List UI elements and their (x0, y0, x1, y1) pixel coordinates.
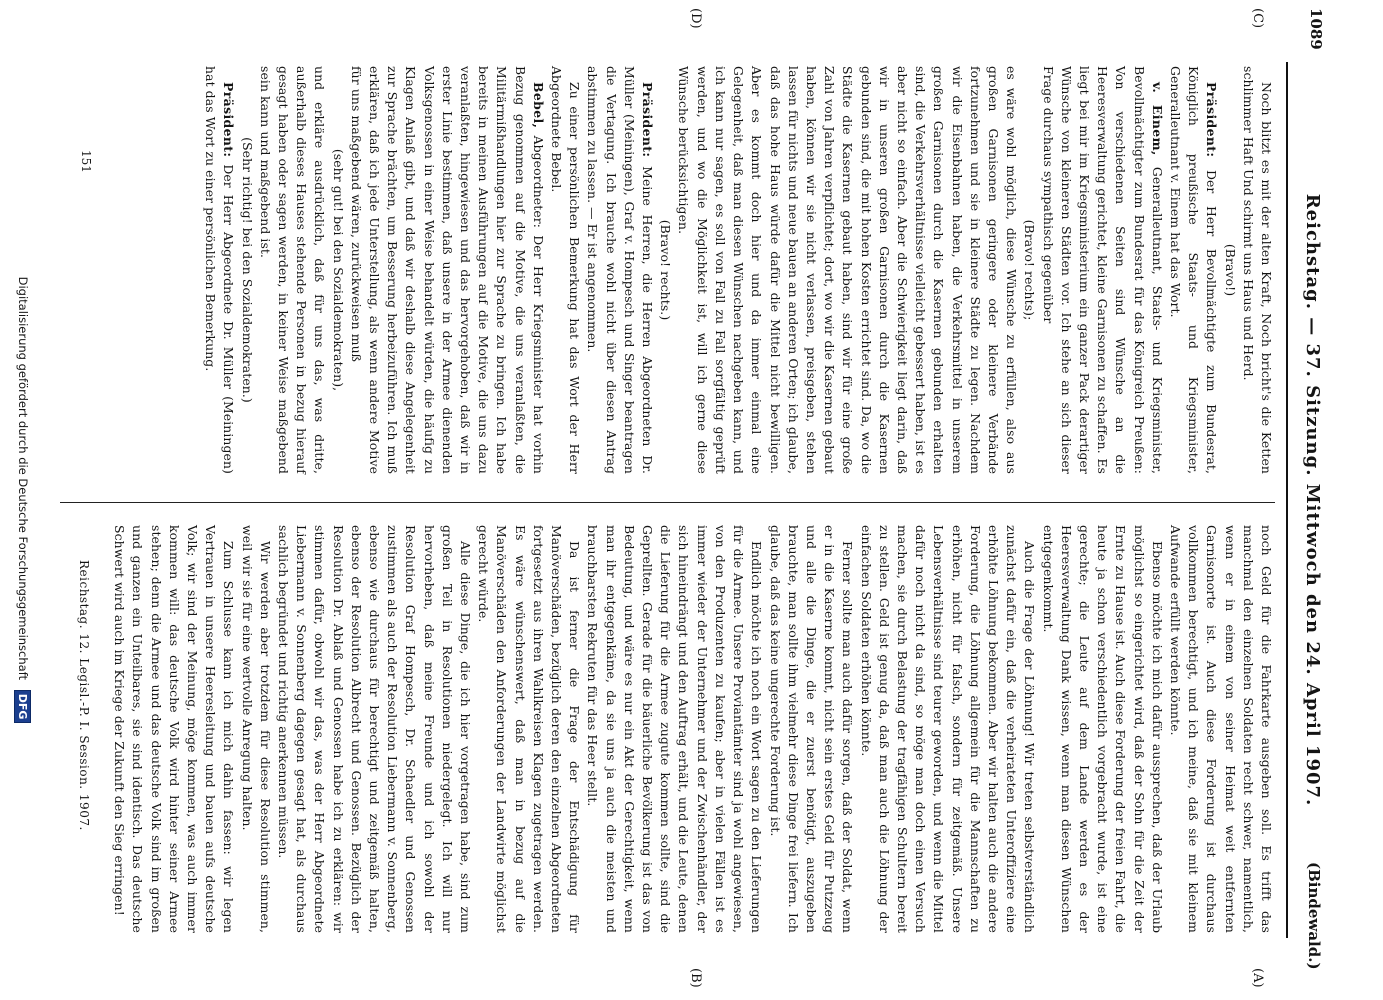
body-paragraph: Wir werden aber trotzdem für diese Resolution stimmen, weil wir sie für eine wertvolle Anregung halten. (239, 525, 273, 933)
footer-publication: Reichstag. 12. Legisl.-P. I. Session. 1907. (77, 560, 91, 831)
body-paragraph: Ebenso möchte ich mich dafür aussprechen, daß der Urlaub möglichst so eingerichtet wird, daß der Sohn für die Zeit der Ernte zu Hause ist. Auch diese Forderung der freien Fahrt, die heute ja schon verschiedentlich vorgebracht wurde, ist eine gerechte; die Leute auf dem Lande werden es der Heeresverwaltung Dank wissen, wenn man diesen Wünschen entgegenkommt. (1040, 525, 1165, 933)
speaker-paragraph (1038, 66, 1165, 474)
margin-letter-d: (D) (688, 8, 703, 29)
dfg-logo: DFG (14, 690, 31, 724)
margin-letter-a: (A) (1250, 968, 1265, 988)
body-paragraph: Zum Schlusse kann ich mich dahin fassen: wir legen Vertrauen in unsere Heeresleitung und bauen aufs deutsche Volk; wir sind der Meinung, möge kommen, was auch immer kommen will: das deutsche Volk wird hinter seiner Armee stehen; denn die Armee und das deutsche Volk sind im großen und ganzen ein Unteilbares, sie sind identisch. Das deutsche Schwert wird auch im Kriege der Zukunft den Sieg erringen! (112, 525, 237, 933)
body-paragraph: Alle diese Dinge, die ich hier vorgetragen habe, sind zum großen Teil in Resolutionen niedergelegt. Ich will nur hervorheben, daß meine Freunde und ich sowohl der Resolution Graf Hompesch, Dr. Schaedler und Genossen zustimmen als auch der Resolution Liebermann v. Sonnenberg, ebenso wie durchaus für berechtigt und zeitgemäß halten, ebenso der Resolution Albrecht und Genossen. Bezüglich der Resolution Dr. Ablaß und Genossen habe ich zu erklären: wir stimmen dafür, obwohl wir das, was der Herr Abgeordnete Liebermann v. Sonnenberg dagegen gesagt hat, als durchaus sachlich begründet und richtig anerkennen müssen. (276, 525, 474, 933)
funding-note (14, 0, 31, 1000)
footer-sheet-number: 151 (79, 150, 93, 173)
body-paragraph: Ferner sollte man auch dafür sorgen, daß der Soldat, wenn er in die Kaserne kommt, nicht sein erstes Geld für Putzzeug und alle die Dinge, die er zuerst benötigt, auszugeben brauchte, man sollte ihm vielmehr diese Dinge frei liefern. Ich glaube, daß das keine ungerechte Forderung ist. (767, 525, 856, 933)
body-paragraph: Da ist ferner die Frage der Entschädigung für Manöverschäden, bezüglich deren den einzelnen Abgeordneten fortgesetzt aus ihren Wahlkreisen Klagen zugetragen werden. Es wäre wünschenswert, daß man in bezug auf die Manöverschäden den Anforderungen der Landwirte möglichst gerecht würde. (476, 525, 583, 933)
interjection: (Bravo!) (1222, 243, 1238, 297)
header-rule (1286, 62, 1288, 938)
left-text-column (110, 525, 1275, 933)
column-divider (60, 502, 1275, 503)
funding-text: Digitalisierung gefördert durch die Deutsche Forschungsgemeinschaft (16, 276, 30, 681)
speaker-name: Präsident: (1204, 82, 1220, 158)
speaker-paragraph (201, 66, 237, 474)
speaker-paragraph (583, 66, 656, 474)
speaker-paragraph (1166, 66, 1221, 474)
interjection: (Bravo! rechts); (1022, 219, 1038, 321)
body-paragraph: es wäre wohl möglich, diese Wünsche zu erfüllen, also aus großen Garnisonen geringere oder kleinere Verbände fortzunehmen und sie in kleinere Städte zu legen. Nachdem wir die Eisenbahnen haben, die Verkehrsmittel in unserem großen Garnisonen durch die Kasernen gebunden erhalten sind, die Verkehrsverhältnisse vielleicht gebessert haben, ist es aber nicht so einfach. Aber die Schwierigkeit liegt darin, daß wir in unseren großen Garnisonen durch die Kasernen gebunden sind, die mit hohen Kosten errichtet sind. Da, wo die Städte die Kasernen gebaut haben, sind wir für eine große Zahl von Jahren verpflichtet; dort, wo wir die Kasernen gebaut haben, können wir sie nicht verlassen, preisgeben, stehen lassen für nichts und neue bauen an anderen Orten; ich glaube, daß das hohe Haus würde dafür die Mittel nicht bewilligen. Aber es kommt doch hier und da immer einmal eine Gelegenheit, daß man diesen Wünschen nachgeben kann, und ich kann nur sagen, es soll von Fall zu Fall sorgfältig geprüft werden, und wo die Möglichkeit ist, will ich gerne diese Wünsche berücksichtigen. (676, 66, 1020, 474)
interjection: (sehr gut! bei den Sozialdemokraten), (330, 148, 346, 392)
speech-text: Meine Herren, die Herren Abgeordneten Dr. Müller (Meiningen), Graf v. Hompesch und Singer beantragen die Vertagung. Ich brauche wohl nicht über diesen Antrag abstimmen zu lassen. — Er ist angenommen. (585, 66, 656, 474)
speaker-tag: (Bindewald.) (1305, 862, 1323, 970)
page-number: 1089 (1307, 8, 1325, 50)
speech-text: Generalleutnant, Staats- und Kriegsminister, Bevollmächtigter zum Bundesrat für das Königreich Preußen: Von verschiedenen Seiten sind Wünsche an die Heeresverwaltung gerichtet, kleine Garnisonen zu schaffen. Es liegt bei mir im Kriegsministerium ein ganzer Pack derartiger Wünsche von kleineren Städten vor. Ich stehe an sich dieser Frage durchaus sympathisch gegenüber (1040, 66, 1165, 474)
margin-letter-b: (B) (688, 968, 703, 988)
page-header (1291, 0, 1383, 1000)
body-paragraph: Auch die Frage der Löhnung! Wir treten selbstverständlich zunächst dafür ein, daß die verheirateten Unteroffiziere eine erhöhte Löhnung bekommen. Aber wir halten auch die andere Forderung, die Löhnung allgemein für die Mannschaften zu erhöhen, nicht für falsch, sondern für zeitgemäß. Unsere Lebensverhältnisse sind teurer geworden, und wenn die Mittel dafür noch nicht da sind, so möge man doch einen Versuch machen, sie durch Belastung der tragfähigen Schultern bereit zu stellen. Geld ist genug da, daß man auch die Löhnung der einfachen Soldaten erhöhen könnte. (858, 525, 1038, 933)
interjection: (Sehr richtig! bei den Sozialdemokraten.) (239, 137, 255, 403)
speaker-name: Präsident: (221, 82, 237, 158)
body-paragraph: Zu einer persönlichen Bemerkung hat das Wort der Herr Abgeordnete Bebel. (549, 66, 583, 474)
speaker-name: Bebel, (530, 82, 546, 129)
speech-text: Der Herr Abgeordnete Dr. Müller (Meiningen) hat das Wort zu einer persönlichen Bemerkung. (203, 66, 237, 474)
running-title: Reichstag. — 37. Sitzung. Mittwoch den 24. April 1907. (1302, 193, 1323, 807)
speaker-name: Präsident: (640, 82, 656, 158)
body-paragraph: Noch blitzt es mit der alten Kraft, Noch bricht's die Ketten schlimmer Haft Und schirmt uns Haus und Herd. (1240, 66, 1274, 474)
interjection: (Bravo! rechts.) (658, 219, 674, 321)
body-paragraph: noch Geld für die Fahrkarte ausgeben soll. Es trifft das manchmal den einzelnen Soldaten recht schwer, namentlich, wenn er in einem von seiner Heimat weit entfernten Garnisonorte ist. Auch diese Forderung ist durchaus vollkommen berechtigt, und ich meine, daß sie mit kleinem Aufwande erfüllt werden könnte. (1167, 525, 1274, 933)
speaker-paragraph (347, 66, 547, 474)
speaker-name: v. Einem, (1149, 82, 1165, 156)
speech-text: Der Herr Bevollmächtigte zum Bundesrat, Königlich preußische Staats- und Kriegsminister, Generalleutnant v. Einem hat das Wort. (1167, 66, 1220, 474)
margin-letter-c: (C) (1250, 8, 1265, 29)
speech-text: Abgeordneter: Der Herr Kriegsminister hat vorhin Bezug genommen auf die Motive, die uns veranlaßten, die Militärmißhandlungen hier zur Sprache zu bringen. Ich habe bereits in meinen Ausführungen auf die Motive, die uns dazu veranlaßten, hingewiesen und das hervorgehoben, daß wir in erster Linie bestimmen, daß unsere in der Armee dienenden Volksgenossen in einer Weise behandelt würden, die häufig zu Klagen Anlaß gibt, und daß wir deshalb diese Angelegenheit zur Sprache brächten, um Besserung herbeizuführen. Ich muß erklären, daß ich jede Unterstellung, als wenn andere Motive für uns maßgebend wären, zurückweisen muß (348, 66, 546, 475)
right-text-column (201, 66, 1275, 474)
body-paragraph: und erkläre ausdrücklich, daß für uns das, was dritte, außerhalb dieses Hauses stehende Personen in bezug hierauf gesagt haben oder sagen werden, in keiner Weise maßgebend sein kann und maßgebend ist. (257, 66, 328, 474)
body-paragraph: Endlich möchte ich noch ein Wort sagen zu den Lieferungen für die Armee. Unsere Proviantämter sind ja wohl angewiesen, von den Produzenten zu kaufen; aber in vielen Fällen ist es immer wieder der Unternehmer und der Zwischenhändler, der sich hineindrängt und den Auftrag erhält, und die Leute, denen die Lieferung für die Armee zugute kommen sollte, sind die Geprellten. Gerade für die bäuerliche Bevölkerung ist das von Bedeutung, und wäre es nur ein Akt der Gerechtigkeit, wenn man ihr entgegenkäme, da sie uns ja auch die meisten und brauchbarsten Rekruten für das Heer stellt. (585, 525, 765, 933)
